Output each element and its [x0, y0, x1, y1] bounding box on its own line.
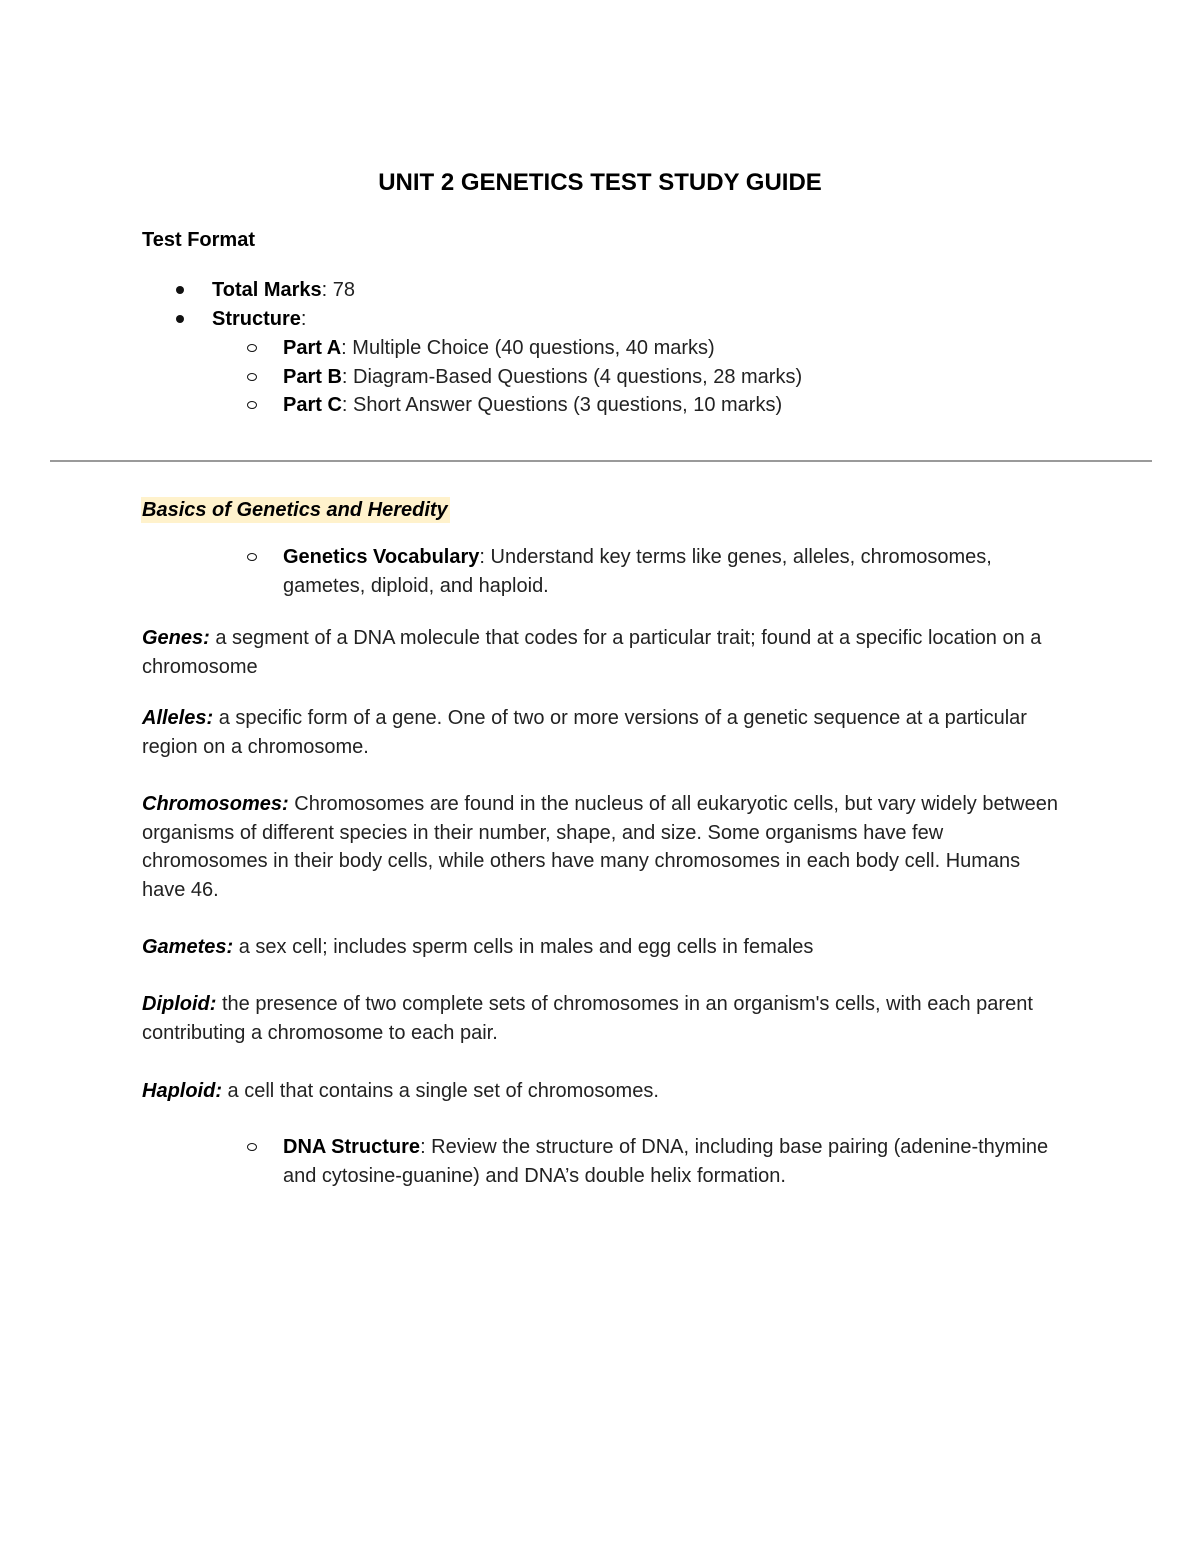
definition-text: a sex cell; includes sperm cells in males and egg cells in females	[233, 936, 814, 958]
part-a-item	[283, 334, 715, 363]
horizontal-divider	[50, 460, 1152, 462]
dna-structure-label: DNA Structure	[283, 1136, 421, 1158]
part-b-text: : Diagram-Based Questions (4 questions, 28 marks)	[341, 366, 803, 388]
structure-colon: :	[300, 308, 307, 330]
definition-text: a specific form of a gene. One of two or more versions of a genetic sequence at a particular region on a chromosome.	[142, 707, 1027, 758]
structure-item	[212, 305, 306, 334]
bullet-circle-icon	[247, 401, 257, 409]
definition-term: Alleles:	[142, 707, 214, 729]
bullet-circle-icon	[247, 344, 257, 352]
part-b-item	[283, 363, 802, 392]
definition-term: Diploid:	[142, 993, 217, 1015]
definition-text: a segment of a DNA molecule that codes for a particular trait; found at a specific location on a chromosome	[142, 627, 1042, 678]
definition-term: Genes:	[142, 627, 210, 649]
total-marks-item	[212, 276, 355, 305]
bullet-circle-icon	[247, 1143, 257, 1151]
definition-text: a cell that contains a single set of chromosomes.	[222, 1080, 659, 1102]
part-a-label: Part A	[283, 337, 342, 359]
bullet-circle-icon	[247, 373, 257, 381]
part-c-item	[283, 391, 782, 420]
total-marks-value: : 78	[321, 279, 356, 301]
definition-alleles	[142, 704, 1062, 761]
definition-text: the presence of two complete sets of chromosomes in an organism's cells, with each parent contributing a chromosome to each pair.	[142, 993, 1033, 1044]
part-a-text: : Multiple Choice (40 questions, 40 marks)	[341, 337, 715, 359]
definition-text: Chromosomes are found in the nucleus of all eukaryotic cells, but vary widely between organisms of different species in their number, shape, and size. Some organisms have few chromosomes in their body cells, while others have many chromosomes in each body cell. Humans have 46.	[142, 793, 1058, 901]
part-c-text: : Short Answer Questions (3 questions, 10 marks)	[341, 394, 783, 416]
test-format-heading: Test Format	[142, 229, 255, 251]
bullet-disc-icon	[176, 286, 184, 294]
genetics-vocabulary-item	[283, 543, 1073, 600]
definition-term: Gametes:	[142, 936, 234, 958]
dna-structure-text: : Review the structure of DNA, including base pairing (adenine-thymine and cytosine-guanine) and DNA’s double helix formation.	[283, 1136, 1049, 1187]
genetics-vocabulary-text: : Understand key terms like genes, alleles, chromosomes, gametes, diploid, and haploid.	[283, 546, 992, 597]
bullet-circle-icon	[247, 553, 257, 561]
definition-chromosomes	[142, 790, 1062, 904]
definition-genes	[142, 624, 1062, 681]
page-title: UNIT 2 GENETICS TEST STUDY GUIDE	[378, 169, 822, 196]
bullet-disc-icon	[176, 315, 184, 323]
section-heading: Basics of Genetics and Heredity	[142, 499, 448, 521]
definition-term: Chromosomes:	[142, 793, 289, 815]
part-b-label: Part B	[283, 366, 342, 388]
definition-haploid	[142, 1077, 1062, 1106]
dna-structure-item	[283, 1133, 1073, 1190]
definition-diploid	[142, 990, 1062, 1047]
part-c-label: Part C	[283, 394, 342, 416]
total-marks-label: Total Marks	[212, 279, 322, 301]
definition-gametes	[142, 933, 1062, 962]
structure-label: Structure	[212, 308, 301, 330]
definition-term: Haploid:	[142, 1080, 222, 1102]
genetics-vocabulary-label: Genetics Vocabulary	[283, 546, 480, 568]
